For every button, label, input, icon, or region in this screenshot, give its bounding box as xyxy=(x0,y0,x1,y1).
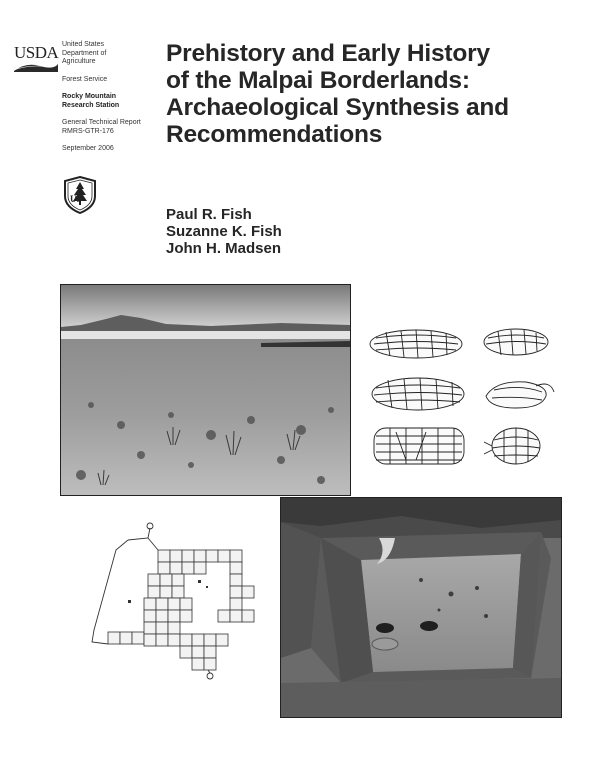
forest-service-label: Forest Service xyxy=(62,75,108,83)
excavated-room-photo xyxy=(280,497,562,718)
department-line: Department of xyxy=(62,49,107,57)
department-line: Agriculture xyxy=(62,58,96,65)
author-name: John H. Madsen xyxy=(166,240,282,257)
sandal-drawing xyxy=(484,428,540,464)
usda-logo xyxy=(14,44,58,70)
usda-wordmark: USDA xyxy=(14,43,59,62)
site-floor-plan xyxy=(88,520,258,680)
document-title xyxy=(166,40,576,148)
sandal-drawing xyxy=(486,382,554,408)
title-line: Prehistory and Early History xyxy=(166,40,490,67)
woven-sandal-drawings xyxy=(366,318,564,478)
publication-date: September 2006 xyxy=(62,145,114,152)
station-line: Rocky Mountain xyxy=(62,93,117,100)
sandal-drawing xyxy=(374,428,464,464)
desert-landscape-photo xyxy=(60,284,351,496)
forest-service-shield-icon xyxy=(62,176,98,214)
shield-letters: US xyxy=(70,194,82,204)
report-type: General Technical Report xyxy=(62,119,141,126)
agency-sidebar xyxy=(62,41,154,154)
sandal-drawing xyxy=(484,329,548,355)
author-list xyxy=(166,206,282,257)
title-line: Archaeological Synthesis and xyxy=(166,94,509,121)
title-line: of the Malpai Borderlands: xyxy=(166,67,470,94)
sandal-drawing xyxy=(372,378,464,410)
station-line: Research Station xyxy=(62,101,120,109)
report-number: RMRS-GTR-176 xyxy=(62,127,114,135)
author-name: Suzanne K. Fish xyxy=(166,223,282,240)
usda-hills-icon xyxy=(14,62,58,72)
author-name: Paul R. Fish xyxy=(166,206,252,223)
title-line: Recommendations xyxy=(166,121,383,148)
sandal-drawing xyxy=(370,330,462,358)
department-line: United States xyxy=(62,41,105,48)
